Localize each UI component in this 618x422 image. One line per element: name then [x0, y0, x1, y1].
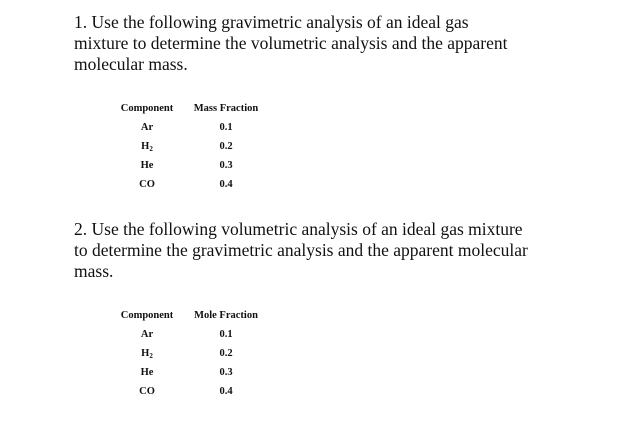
- component-subscript: 2: [149, 352, 153, 360]
- fraction-cell: 0.2: [219, 141, 233, 152]
- fraction-cell: 0.3: [219, 367, 233, 378]
- table-header-row: [111, 98, 269, 118]
- problem-2-text: [74, 219, 594, 282]
- component-name: H: [141, 141, 150, 152]
- table-row: [111, 156, 269, 175]
- component-name: CO: [139, 386, 155, 397]
- mass-fraction-table: [111, 98, 269, 194]
- mole-fraction-table: [111, 305, 269, 401]
- table-row: [111, 175, 269, 194]
- component-cell: [111, 156, 183, 175]
- table-row: [111, 344, 269, 363]
- column-header-mole-fraction: Mole Fraction: [194, 309, 258, 321]
- problem-1-line: 1. Use the following gravimetric analysis of an ideal gas: [74, 12, 469, 32]
- table-row: [111, 137, 269, 156]
- component-cell: [111, 325, 183, 344]
- component-cell: [111, 382, 183, 401]
- table-row: [111, 382, 269, 401]
- table-row: [111, 363, 269, 382]
- component-name: He: [140, 367, 154, 378]
- problem-1-text: [74, 12, 594, 75]
- column-header-mass-fraction: Mass Fraction: [193, 102, 259, 114]
- problem-2-line: 2. Use the following volumetric analysis of an ideal gas mixture: [74, 219, 523, 239]
- component-name: He: [140, 160, 154, 171]
- component-cell: [111, 137, 183, 156]
- column-header-component: Component: [120, 102, 174, 114]
- fraction-cell: 0.4: [219, 179, 233, 190]
- component-cell: [111, 363, 183, 382]
- column-header-component: Component: [120, 309, 174, 321]
- component-name: Ar: [140, 329, 154, 340]
- fraction-cell: 0.2: [219, 348, 233, 359]
- problem-1-line: molecular mass.: [74, 54, 188, 74]
- component-cell: [111, 118, 183, 137]
- problem-2-line: mass.: [74, 261, 114, 281]
- component-cell: [111, 344, 183, 363]
- problem-1-line: mixture to determine the volumetric analysis and the apparent: [74, 33, 508, 53]
- table-row: [111, 118, 269, 137]
- table-row: [111, 325, 269, 344]
- fraction-cell: 0.3: [219, 160, 233, 171]
- fraction-cell: 0.1: [219, 122, 233, 133]
- table-header-row: [111, 305, 269, 325]
- component-subscript: 2: [149, 145, 153, 153]
- problem-2-line: to determine the gravimetric analysis and the apparent molecular: [74, 240, 528, 260]
- component-cell: [111, 175, 183, 194]
- fraction-cell: 0.1: [219, 329, 233, 340]
- component-name: Ar: [140, 122, 154, 133]
- fraction-cell: 0.4: [219, 386, 233, 397]
- component-name: CO: [139, 179, 155, 190]
- component-name: H: [141, 348, 150, 359]
